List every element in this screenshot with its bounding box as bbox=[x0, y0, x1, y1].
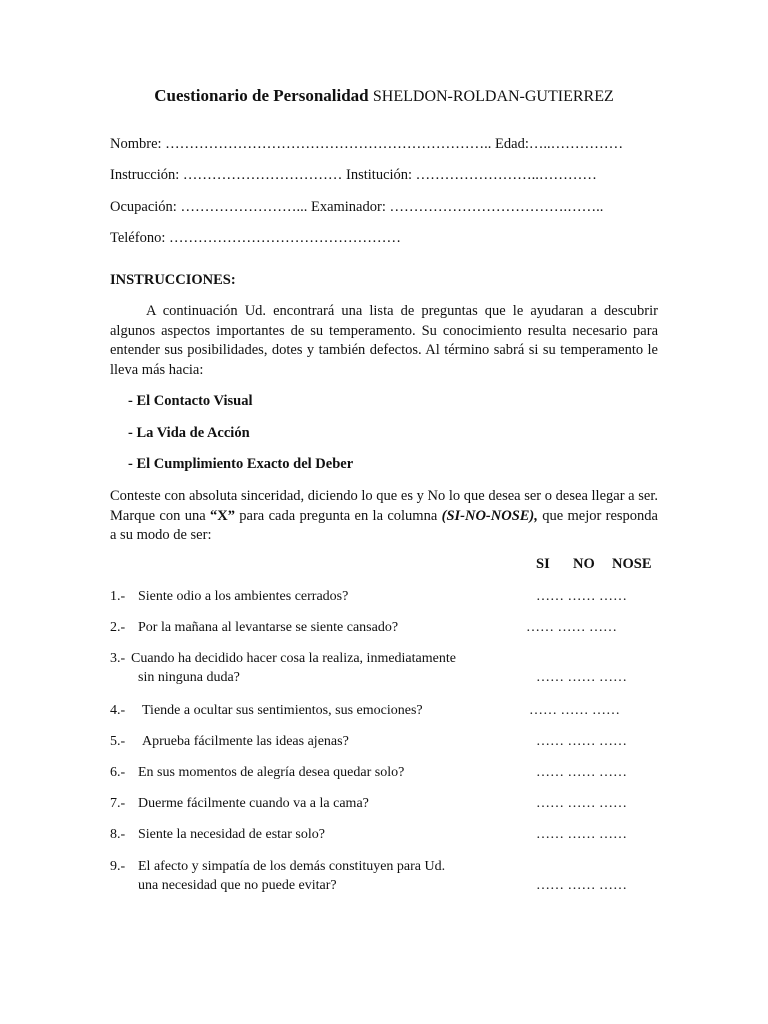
field-nombre-edad: Nombre: ………………………………………………………….. Edad:…..…………… bbox=[110, 136, 624, 152]
answer-blanks[interactable]: …… …… …… bbox=[536, 734, 627, 749]
question-number: 9.- bbox=[110, 859, 126, 874]
question-number: 1.- bbox=[110, 589, 126, 604]
column-header-nose: NOSE bbox=[612, 556, 652, 572]
column-header-no: NO bbox=[573, 556, 595, 572]
question-number: 6.- bbox=[110, 765, 126, 780]
answer-blanks[interactable]: …… …… …… bbox=[536, 765, 627, 780]
question-text-continued: una necesidad que no puede evitar? bbox=[138, 878, 337, 893]
field-ocupacion-examinador: Ocupación: ……………………... Examinador: ……………………………….…….. bbox=[110, 199, 604, 215]
question-text: Cuando ha decidido hacer cosa la realiza, inmediatamente bbox=[131, 651, 456, 666]
option-cumplimiento-deber: - El Cumplimiento Exacto del Deber bbox=[128, 456, 354, 472]
question-text: Duerme fácilmente cuando va a la cama? bbox=[138, 796, 369, 811]
question-text: Aprueba fácilmente las ideas ajenas? bbox=[142, 734, 349, 749]
answer-blanks[interactable]: …… …… …… bbox=[529, 703, 620, 718]
question-text: Tiende a ocultar sus sentimientos, sus emociones? bbox=[142, 703, 423, 718]
answer-instructions-text-a: Conteste con absoluta sinceridad, diciendo lo que es y No lo que desea ser o desea llegar a ser. Marque con una bbox=[110, 488, 658, 524]
instructions-paragraph: A continuación Ud. encontrará una lista de preguntas que le ayudaran a descubrir algunos aspectos importantes de su temperamento. Su conocimiento resulta necesario para entender sus posibilidades, dotes y también defectos. Al término sabrá si su temperamento le lleva más hacia: bbox=[110, 303, 658, 378]
option-vida-accion: - La Vida de Acción bbox=[128, 425, 250, 441]
question-text: El afecto y simpatía de los demás constituyen para Ud. bbox=[138, 859, 446, 874]
question-number: 5.- bbox=[110, 734, 126, 749]
answer-instructions-paragraph bbox=[110, 487, 658, 546]
question-number: 3.- bbox=[110, 651, 126, 666]
question-text-continued: sin ninguna duda? bbox=[138, 670, 240, 685]
answer-instructions-text-c: que mejor responda a su modo de ser: bbox=[110, 507, 658, 543]
question-text: Por la mañana al levantarse se siente cansado? bbox=[138, 620, 399, 635]
title-author-names: SHELDON-ROLDAN-GUTIERREZ bbox=[372, 88, 614, 105]
answer-blanks[interactable]: …… …… …… bbox=[536, 827, 627, 842]
question-text: En sus momentos de alegría desea quedar solo? bbox=[138, 765, 405, 780]
instructions-heading: INSTRUCCIONES: bbox=[110, 272, 236, 288]
answer-blanks[interactable]: …… …… …… bbox=[526, 620, 617, 635]
answer-mark-x: “X” bbox=[209, 507, 235, 524]
answer-blanks[interactable]: …… …… …… bbox=[536, 878, 627, 893]
question-text: Siente odio a los ambientes cerrados? bbox=[138, 589, 349, 604]
answer-blanks[interactable]: …… …… …… bbox=[536, 670, 627, 685]
question-number: 8.- bbox=[110, 827, 126, 842]
option-contacto-visual: - El Contacto Visual bbox=[128, 393, 253, 409]
question-number: 2.- bbox=[110, 620, 126, 635]
question-number: 4.- bbox=[110, 703, 126, 718]
field-instruccion-institucion: Instrucción: …………………………… Institución: ……………………..………… bbox=[110, 167, 597, 183]
question-text: Siente la necesidad de estar solo? bbox=[138, 827, 325, 842]
title-bold: Cuestionario de Personalidad bbox=[154, 86, 369, 105]
answer-columns-ref: (SI-NO-NOSE), bbox=[441, 507, 538, 524]
field-telefono: Teléfono: ………………………………………… bbox=[110, 230, 401, 246]
document-title bbox=[0, 86, 768, 106]
answer-blanks[interactable]: …… …… …… bbox=[536, 796, 627, 811]
answer-blanks[interactable]: …… …… …… bbox=[536, 589, 627, 604]
column-header-si: SI bbox=[536, 556, 550, 572]
question-number: 7.- bbox=[110, 796, 126, 811]
answer-instructions-text-b: para cada pregunta en la columna bbox=[234, 507, 442, 524]
